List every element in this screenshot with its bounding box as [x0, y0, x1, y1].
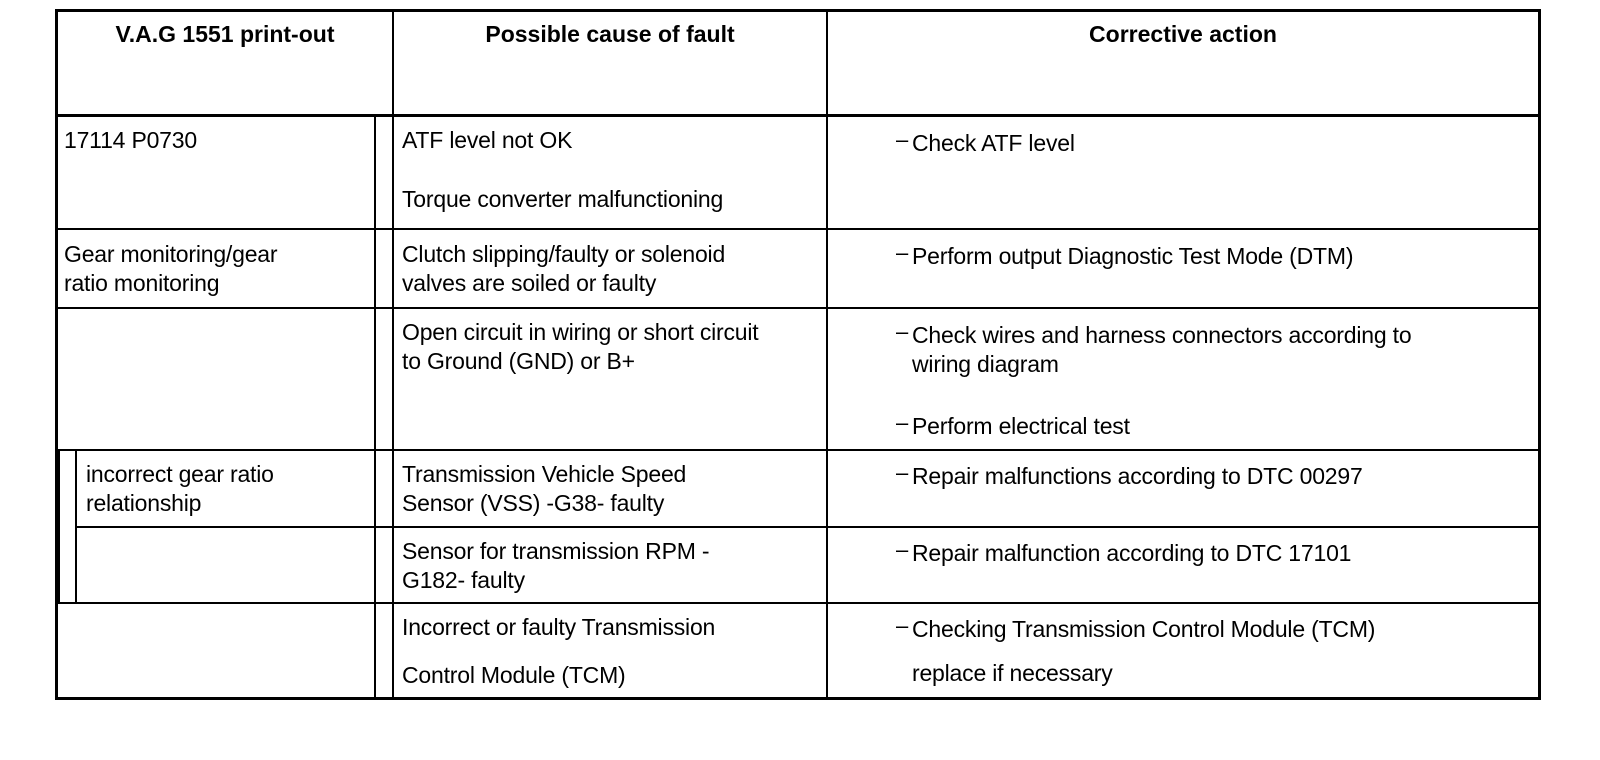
- action-text: Perform output Diagnostic Test Mode (DTM): [912, 243, 1354, 269]
- table-border-right: [1538, 9, 1541, 700]
- dash-bullet: –: [896, 240, 909, 265]
- bracket-rule: [374, 115, 376, 700]
- action-text: Repair malfunction according to DTC 17101: [912, 540, 1352, 566]
- row-divider-4: [75, 526, 1541, 528]
- row-divider-4b: [374, 526, 394, 528]
- action-text: Checking Transmission Control Module (TCM): [912, 616, 1376, 642]
- column-divider-2: [826, 9, 828, 700]
- header-action: Corrective action: [1089, 21, 1277, 47]
- cause-text: Transmission Vehicle Speed Sensor (VSS) -G38- faulty: [402, 461, 687, 516]
- header-cause: Possible cause of fault: [485, 21, 735, 47]
- action-text: Repair malfunctions according to DTC 00297: [912, 463, 1363, 489]
- row-divider-3: [58, 449, 1541, 451]
- cause-text: Sensor for transmission RPM - G182- faulty: [402, 538, 710, 593]
- action-item: [896, 129, 1526, 158]
- cause-text: Clutch slipping/faulty or solenoid valves are soiled or faulty: [402, 241, 726, 296]
- dash-bullet: –: [896, 537, 909, 562]
- cause-text: ATF level not OK: [402, 127, 573, 153]
- header-printout: V.A.G 1551 print-out: [115, 21, 335, 47]
- row-divider-2: [55, 307, 1541, 309]
- row-divider-5: [55, 602, 1541, 604]
- printout-text: Gear monitoring/gear ratio monitoring: [64, 241, 278, 296]
- column-divider-1: [392, 9, 394, 700]
- action-text: Perform electrical test: [912, 413, 1130, 439]
- action-item: [896, 242, 1526, 271]
- dash-bullet: –: [896, 410, 909, 435]
- action-item: [896, 539, 1526, 568]
- printout-text: incorrect gear ratio relationship: [86, 461, 274, 516]
- table-border-bottom: [55, 697, 1541, 700]
- cause-text: Incorrect or faulty Transmission: [402, 614, 716, 640]
- header-divider: [55, 114, 1541, 117]
- action-item: [896, 412, 1526, 441]
- cause-text: Control Module (TCM): [402, 662, 626, 688]
- cause-text: Torque converter malfunctioning: [402, 186, 724, 212]
- printout-code: 17114 P0730: [64, 127, 197, 153]
- action-item: [896, 462, 1526, 491]
- action-text: Check wires and harness connectors according to wiring diagram: [912, 322, 1412, 377]
- table-border-top: [55, 9, 1541, 12]
- action-text-continued: replace if necessary: [912, 660, 1113, 686]
- action-text: Check ATF level: [912, 130, 1075, 156]
- sub-bracket-outer: [58, 450, 60, 604]
- dash-bullet: –: [896, 460, 909, 485]
- dash-bullet: –: [896, 319, 909, 344]
- cause-text: Open circuit in wiring or short circuit to Ground (GND) or B+: [402, 319, 759, 374]
- dash-bullet: –: [896, 613, 909, 638]
- action-item: [896, 615, 1526, 644]
- row-divider-1: [55, 228, 1541, 230]
- action-item: [896, 321, 1526, 379]
- dash-bullet: –: [896, 127, 909, 152]
